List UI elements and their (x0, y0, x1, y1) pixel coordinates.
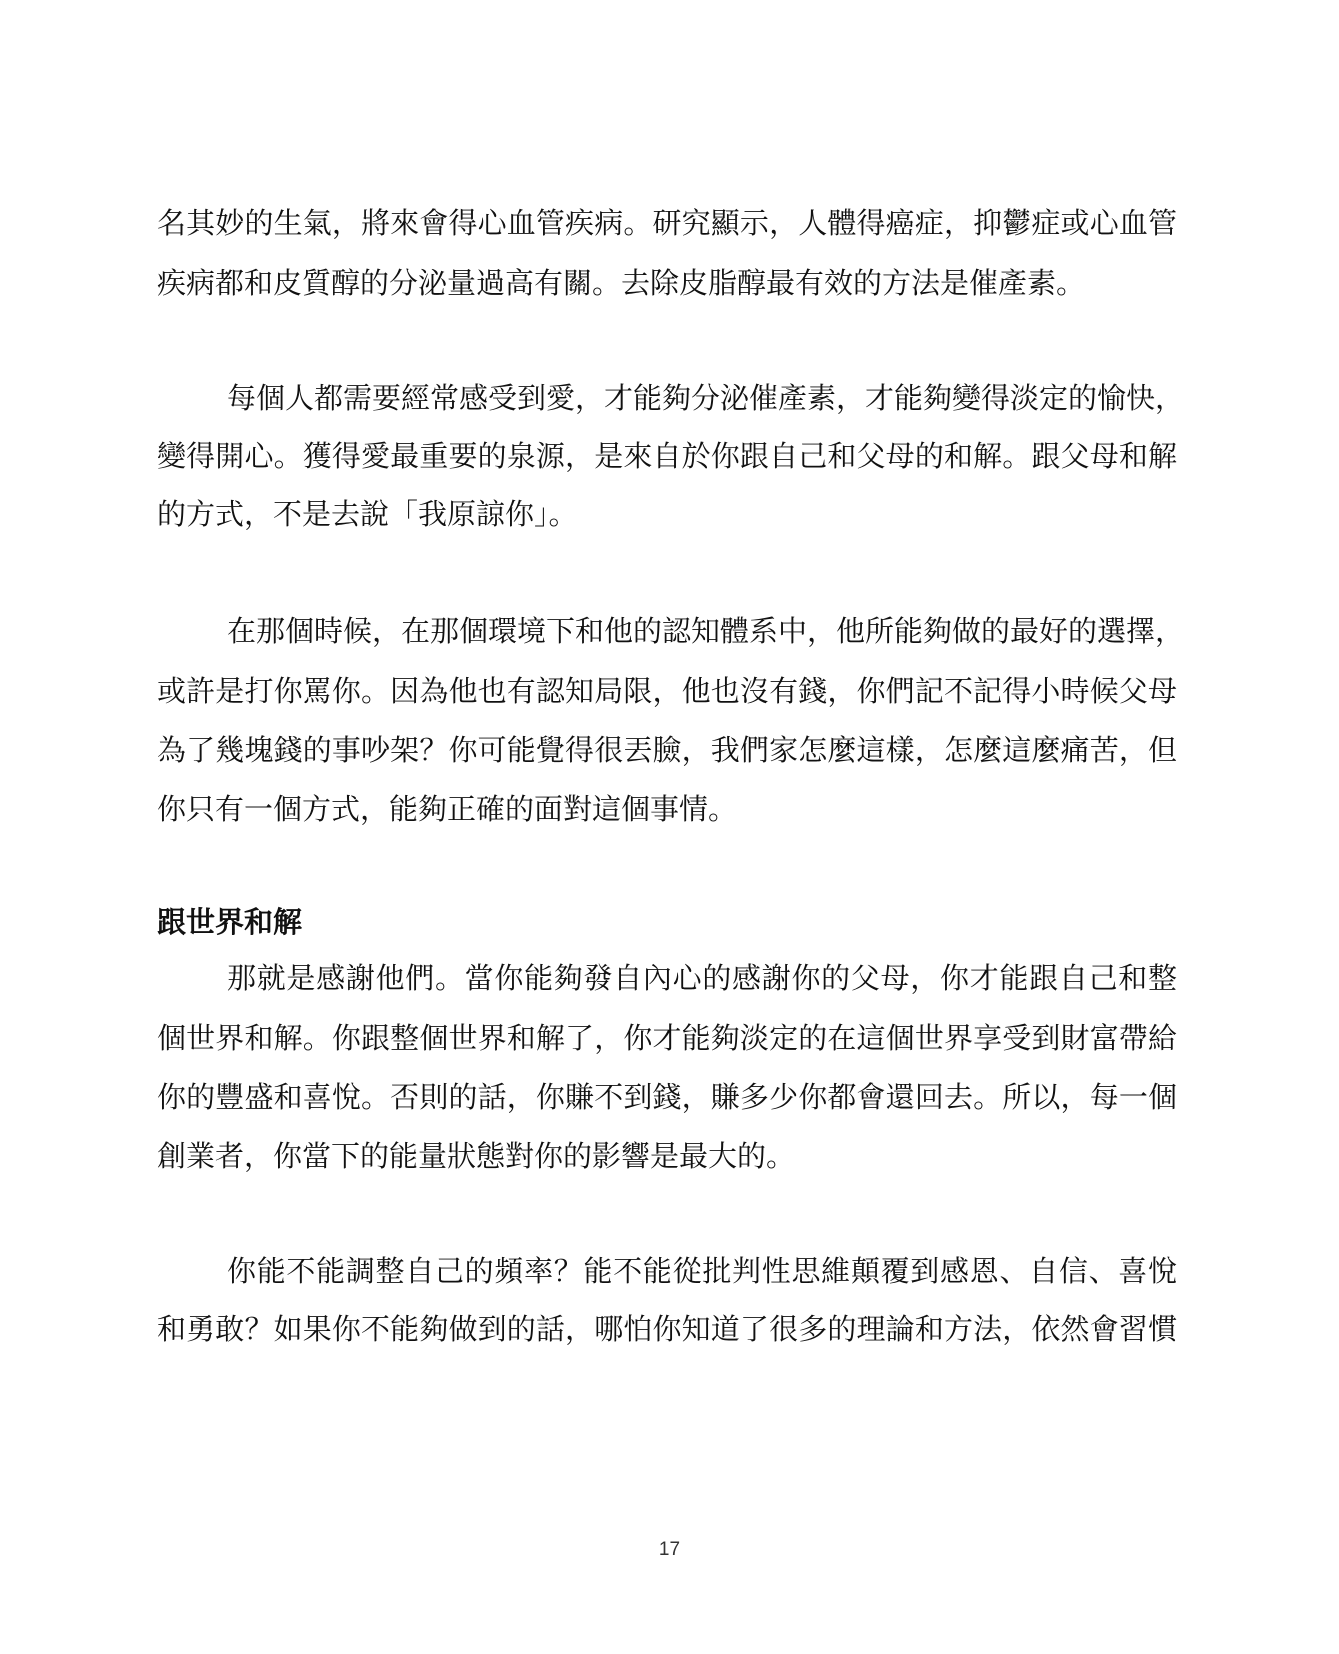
text-line: 在那個時候，在那個環境下和他的認知體系中，他所能夠做的最好的選擇， (227, 614, 1185, 648)
text-line: 的方式，不是去說「我原諒你」。 (157, 497, 578, 531)
text-line: 那就是感謝他們。當你能夠發自內心的感謝你的父母，你才能跟自己和整 (227, 961, 1177, 995)
page-number: 17 (658, 1539, 681, 1560)
section-heading: 跟世界和解 (157, 905, 303, 939)
text-line: 你的豐盛和喜悅。否則的話，你賺不到錢，賺多少你都會還回去。所以，每一個 (157, 1080, 1177, 1114)
text-line: 你只有一個方式，能夠正確的面對這個事情。 (157, 792, 738, 826)
text-line: 變得開心。獲得愛最重要的泉源，是來自於你跟自己和父母的和解。跟父母和解 (157, 439, 1177, 473)
text-line: 或許是打你罵你。因為他也有認知局限，他也沒有錢，你們記不記得小時候父母 (157, 674, 1177, 708)
text-line: 和勇敢？如果你不能夠做到的話，哪怕你知道了很多的理論和方法，依然會習慣 (157, 1312, 1177, 1346)
text-line: 每個人都需要經常感受到愛，才能夠分泌催產素，才能夠變得淡定的愉快， (227, 381, 1185, 415)
text-line: 創業者，你當下的能量狀態對你的影響是最大的。 (157, 1139, 796, 1173)
text-line: 為了幾塊錢的事吵架？你可能覺得很丟臉，我們家怎麼這樣，怎麼這麼痛苦，但 (157, 733, 1177, 767)
text-line: 個世界和解。你跟整個世界和解了，你才能夠淡定的在這個世界享受到財富帶給 (157, 1021, 1177, 1055)
text-line: 你能不能調整自己的頻率？能不能從批判性思維顛覆到感恩、自信、喜悅 (227, 1254, 1177, 1288)
text-line: 疾病都和皮質醇的分泌量過高有關。去除皮脂醇最有效的方法是催產素。 (157, 266, 1086, 300)
text-line: 名其妙的生氣，將來會得心血管疾病。研究顯示，人體得癌症，抑鬱症或心血管 (157, 206, 1177, 240)
